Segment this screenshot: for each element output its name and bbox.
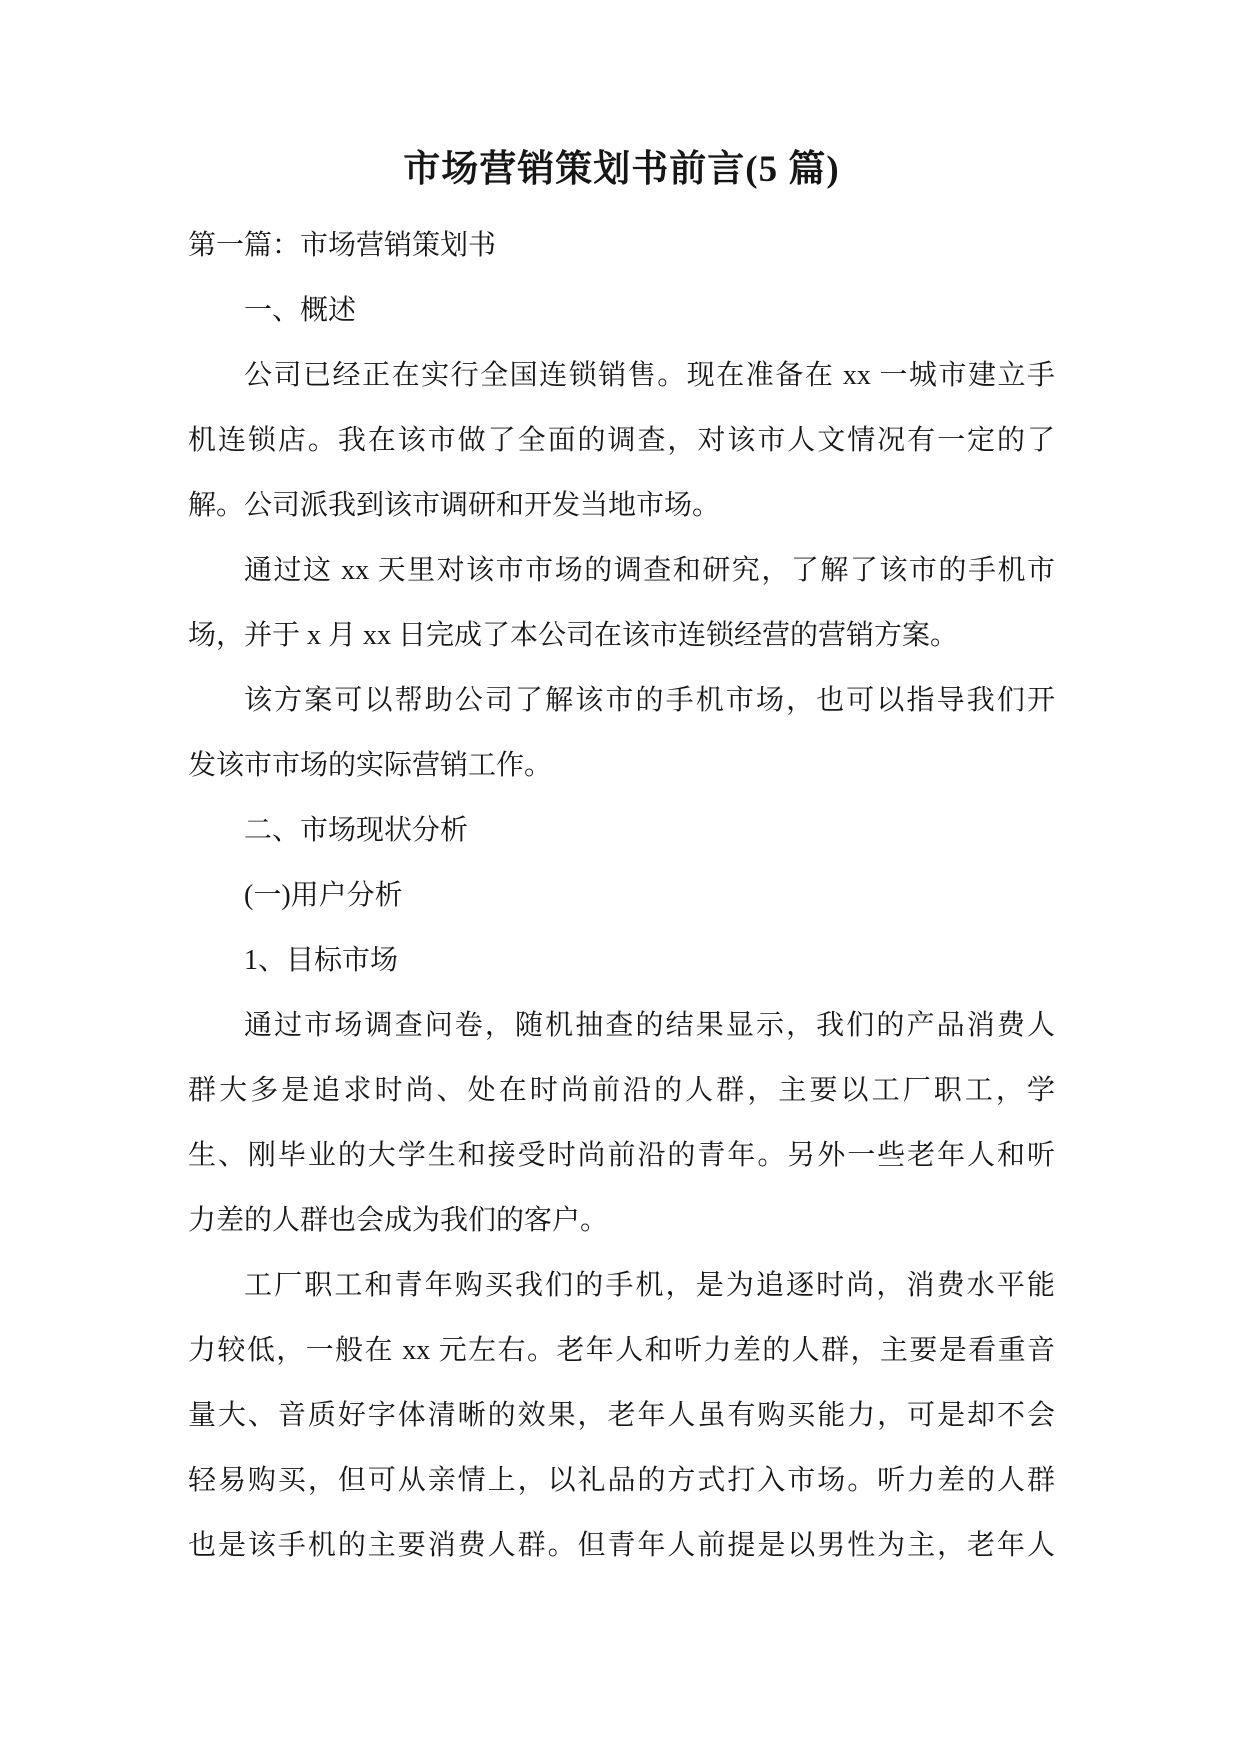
text-line: 场，并于 x 月 xx 日完成了本公司在该市连锁经营的营销方案。 [188, 620, 959, 651]
text-line: 工厂职工和青年购买我们的手机，是为追逐时尚，消费水平能 [244, 1270, 1055, 1301]
text-line: 1、目标市场 [244, 945, 399, 976]
text-line: 二、市场现状分析 [244, 815, 469, 846]
text-line: 也是该手机的主要消费人群。但青年人前提是以男性为主，老年人 [188, 1530, 1055, 1561]
text-line: 发该市市场的实际营销工作。 [188, 750, 553, 781]
text-line: 轻易购买，但可从亲情上，以礼品的方式打入市场。听力差的人群 [188, 1465, 1055, 1496]
text-line: 力差的人群也会成为我们的客户。 [188, 1205, 609, 1236]
text-line: 公司已经正在实行全国连锁销售。现在准备在 xx 一城市建立手 [244, 360, 1055, 391]
document-body [188, 213, 1055, 1578]
text-line: 生、刚毕业的大学生和接受时尚前沿的青年。另外一些老年人和听 [188, 1140, 1055, 1171]
text-line: 量大、音质好字体清晰的效果，老年人虽有购买能力，可是却不会 [188, 1400, 1055, 1431]
text-line: (一)用户分析 [244, 880, 403, 911]
text-line: 一、概述 [244, 295, 357, 326]
text-line: 第一篇：市场营销策划书 [188, 230, 497, 261]
text-line: 力较低，一般在 xx 元左右。老年人和听力差的人群，主要是看重音 [188, 1335, 1055, 1366]
text-line: 群大多是追求时尚、处在时尚前沿的人群，主要以工厂职工，学 [188, 1075, 1055, 1106]
text-line: 通过市场调查问卷，随机抽查的结果显示，我们的产品消费人 [244, 1010, 1055, 1041]
text-line: 解。公司派我到该市调研和开发当地市场。 [188, 490, 721, 521]
text-line: 机连锁店。我在该市做了全面的调查，对该市人文情况有一定的了 [188, 425, 1055, 456]
document-title: 市场营销策划书前言(5 篇) [403, 149, 840, 190]
text-line: 该方案可以帮助公司了解该市的手机市场，也可以指导我们开 [244, 685, 1055, 716]
text-line: 通过这 xx 天里对该市市场的调查和研究，了解了该市的手机市 [244, 555, 1055, 586]
